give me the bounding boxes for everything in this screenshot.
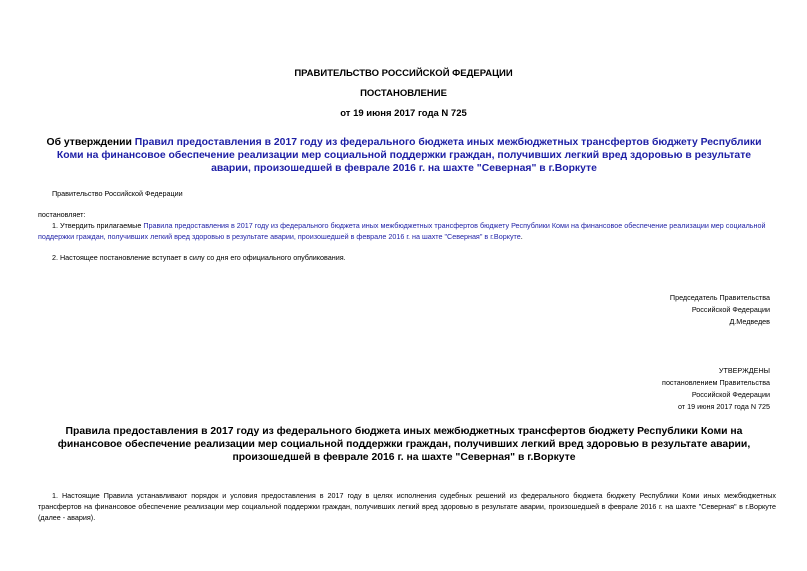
- government-line: Правительство Российской Федерации: [52, 189, 183, 198]
- decides-line: постановляет:: [38, 210, 86, 219]
- approval-by: постановлением Правительства: [662, 378, 770, 387]
- document-title: [36, 136, 772, 175]
- signature-position: Председатель Правительства: [669, 293, 770, 302]
- approval-country: Российской Федерации: [691, 390, 770, 399]
- decision-item-2: 2. Настоящее постановление вступает в силу со дня его официального опубликования.: [52, 253, 346, 262]
- rules-item-1: 1. Настоящие Правила устанавливают порядок и условия предоставления в 2017 году в целях исполнения судебных решений из федерального бюджета бюджету Республики Коми иных межбюджетных трансфертов на финансовое обеспечение реализации мер социальной поддержки граждан, получивших легкий вред здоровью в результате аварии, произошедшей в феврале 2016 г. на шахте "Северная" в г.Воркуте (далее - авария).: [38, 491, 776, 522]
- approval-date: от 19 июня 2017 года N 725: [677, 402, 770, 411]
- government-heading: ПРАВИТЕЛЬСТВО РОССИЙСКОЙ ФЕДЕРАЦИИ: [294, 68, 513, 79]
- signature-country: Российской Федерации: [691, 305, 770, 314]
- decision-item-1-prefix: 1. Утвердить прилагаемые: [52, 221, 144, 230]
- decision-item-1: [38, 220, 776, 242]
- decision-item-1-suffix: .: [520, 232, 523, 241]
- document-date-number: от 19 июня 2017 года N 725: [340, 108, 467, 119]
- rules-title: Правила предоставления в 2017 году из федерального бюджета иных межбюджетных трансфертов бюджету Республики Коми на финансовое обеспечение реализации мер социальной поддержки граждан, получивших легкий вред здоровью в результате аварии, произошедшей в феврале 2016 г. на шахте "Северная" в г.Воркуте: [57, 426, 751, 463]
- rules-link[interactable]: Правил предоставления в 2017 году из федерального бюджета иных межбюджетных трансфертов бюджету Республики Коми на финансовое обеспечение реализации мер социальной поддержки граждан, получивших легкий вред здоровью в результате аварии, произошедшей в феврале 2016 г. на шахте "Северная" в г.Воркуте: [56, 137, 762, 174]
- approval-heading: УТВЕРЖДЕНЫ: [718, 366, 770, 375]
- signature-name: Д.Медведев: [729, 317, 770, 326]
- rules-approval-link[interactable]: Правила предоставления в 2017 году из федерального бюджета иных межбюджетных трансфертов бюджету Республики Коми на финансовое обеспечение реализации мер социальной поддержки граждан, получивших легкий вред здоровью в результате аварии, произошедшей в феврале 2016 г. на шахте "Северная" в г.Воркуте: [38, 221, 766, 241]
- signature-block: [670, 292, 770, 328]
- document-type: ПОСТАНОВЛЕНИЕ: [360, 88, 447, 99]
- document-title-prefix: Об утверждении: [46, 137, 135, 148]
- approval-block: [662, 365, 770, 413]
